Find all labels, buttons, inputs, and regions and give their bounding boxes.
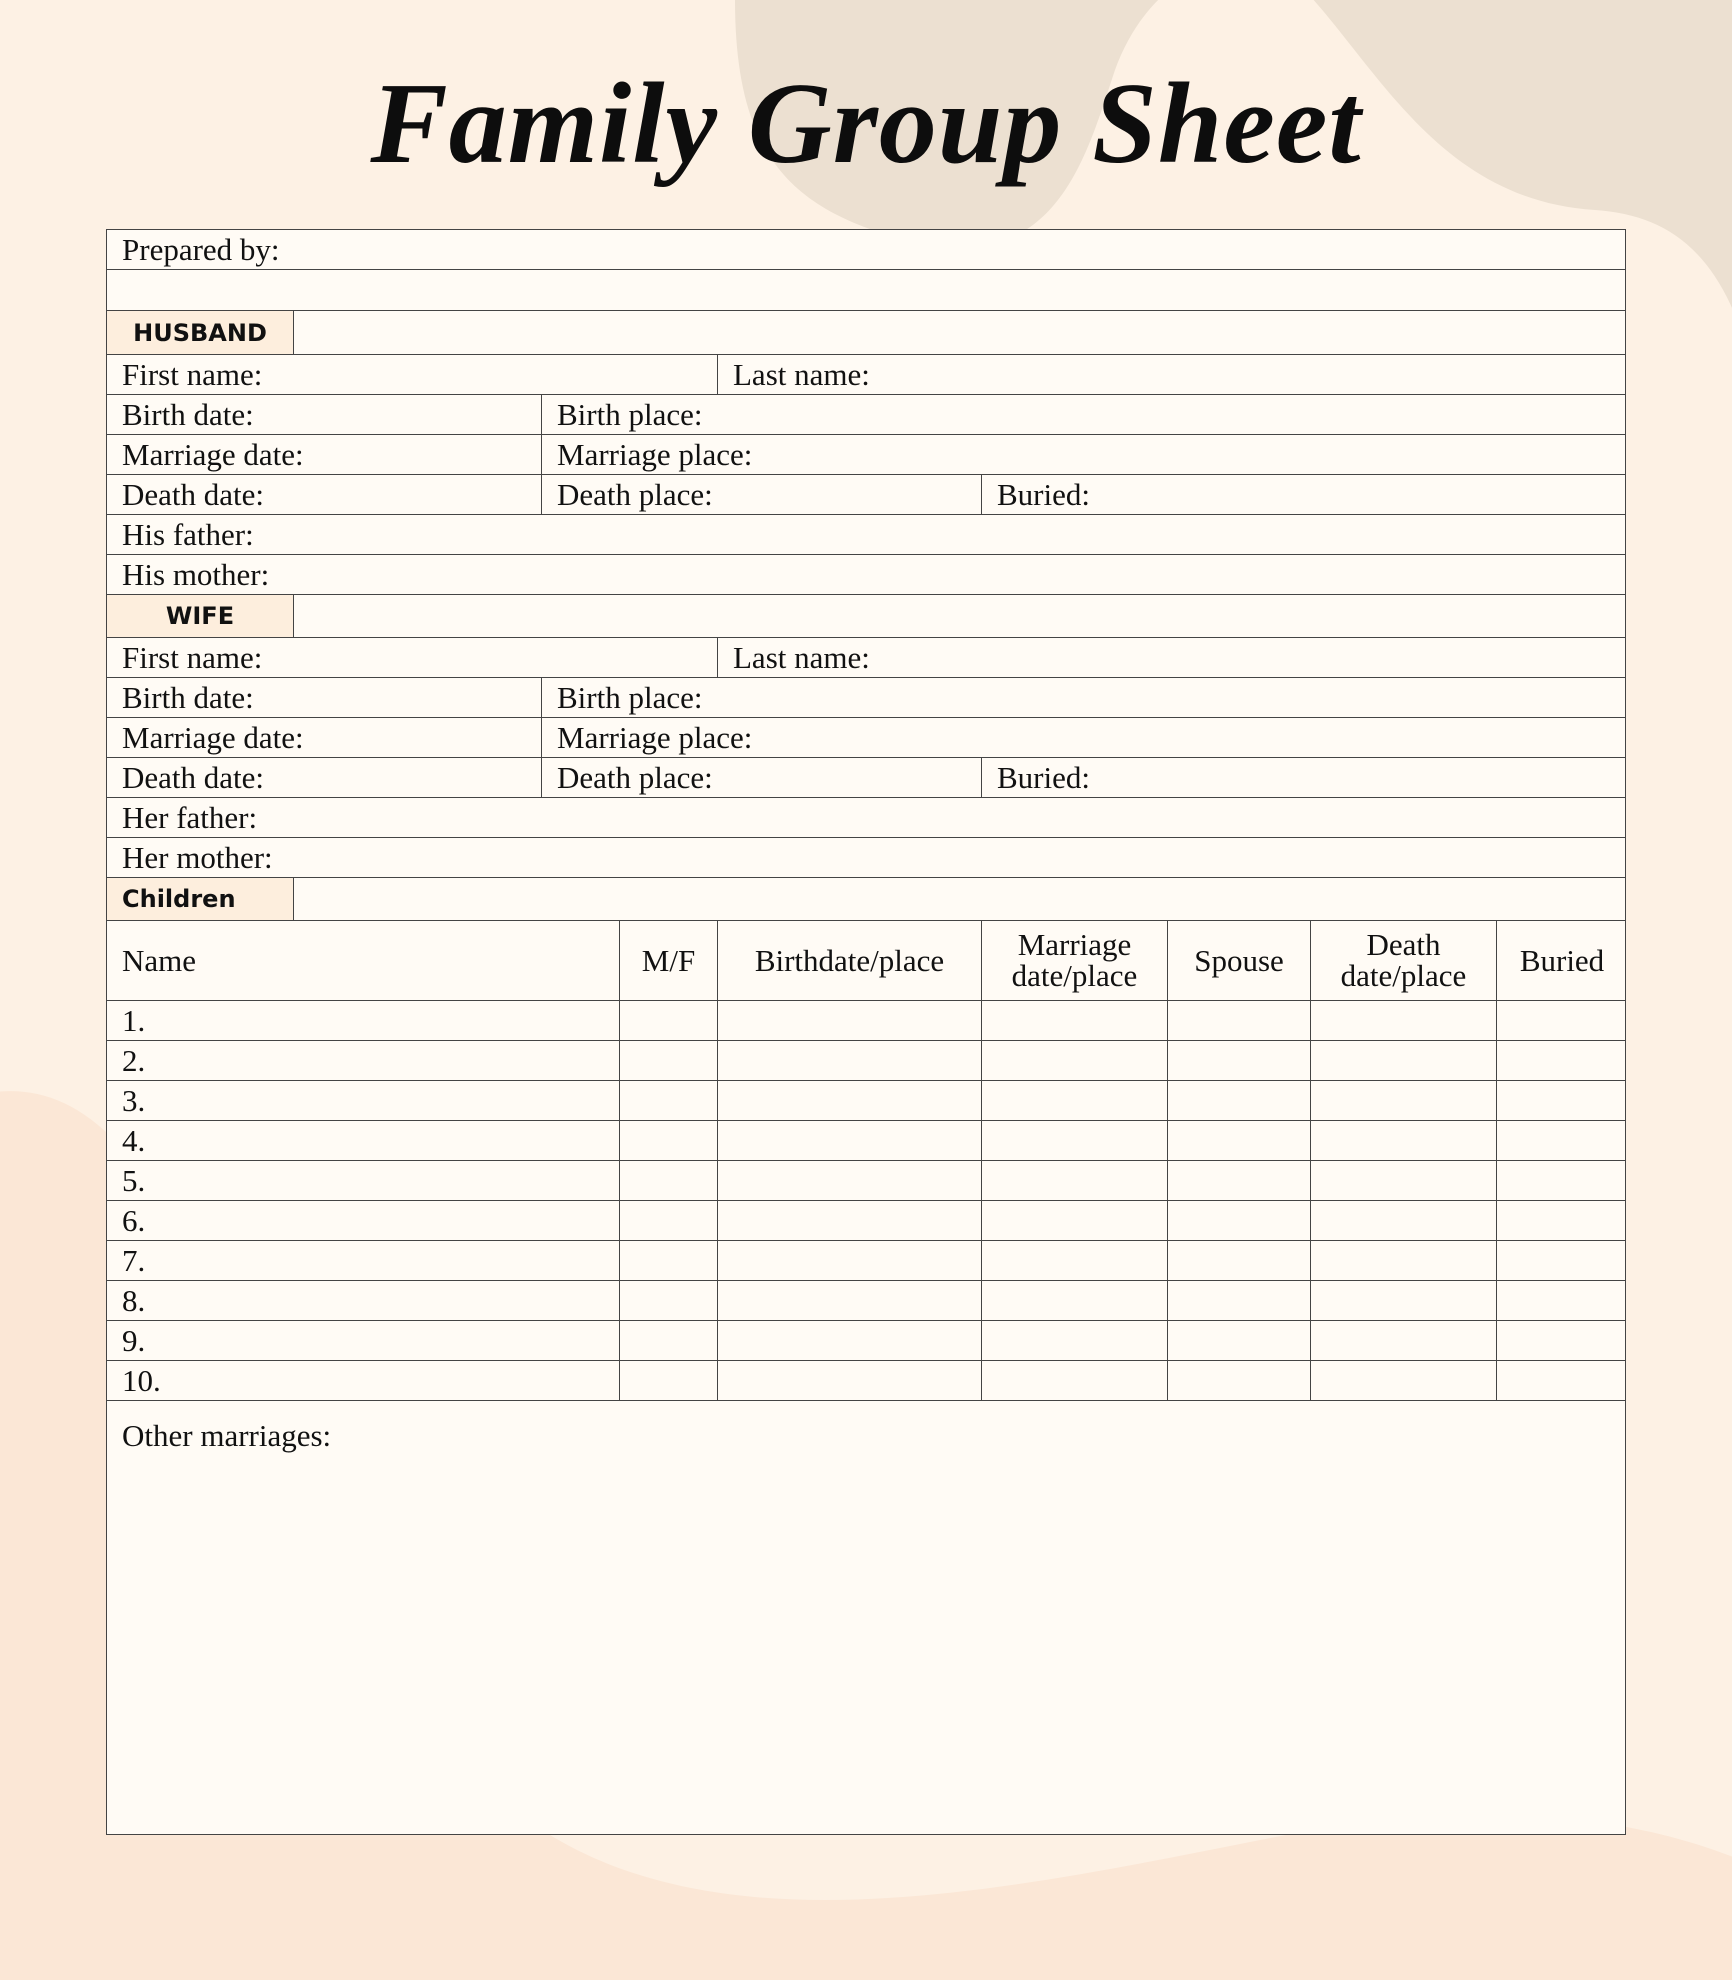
child-buried-cell[interactable] xyxy=(1496,1161,1627,1200)
child-buried-cell[interactable] xyxy=(1496,1121,1627,1160)
child-birth-cell[interactable] xyxy=(717,1001,981,1040)
child-birth-cell[interactable] xyxy=(717,1201,981,1240)
wife-death-place[interactable]: Death place: xyxy=(541,758,981,797)
child-death-cell[interactable] xyxy=(1310,1361,1496,1400)
wife-mother[interactable]: Her mother: xyxy=(122,840,273,875)
wife-marriage-place[interactable]: Marriage place: xyxy=(541,718,1627,757)
wife-last-name[interactable]: Last name: xyxy=(717,638,1627,677)
table-row[interactable] xyxy=(107,1321,1625,1361)
child-buried-cell[interactable] xyxy=(1496,1241,1627,1280)
child-death-cell[interactable] xyxy=(1310,1281,1496,1320)
table-row[interactable] xyxy=(107,1281,1625,1321)
child-marriage-cell[interactable] xyxy=(981,1041,1167,1080)
child-mf-cell[interactable] xyxy=(619,1001,717,1040)
wife-first-name[interactable]: First name: xyxy=(122,640,263,675)
husband-mother-row[interactable] xyxy=(107,555,1625,595)
wife-birth-place[interactable]: Birth place: xyxy=(541,678,1627,717)
husband-first-name[interactable]: First name: xyxy=(122,357,263,392)
child-death-cell[interactable] xyxy=(1310,1041,1496,1080)
wife-section-label: WIFE xyxy=(107,595,294,637)
col-marriage-header-line1: Marriage xyxy=(1017,927,1132,963)
child-mf-cell[interactable] xyxy=(619,1241,717,1280)
col-death-header-line1: Death xyxy=(1366,927,1441,963)
child-name-cell[interactable]: 2. xyxy=(122,1043,146,1078)
wife-birth-row[interactable] xyxy=(107,678,1625,718)
child-death-cell[interactable] xyxy=(1310,1121,1496,1160)
child-marriage-cell[interactable] xyxy=(981,1081,1167,1120)
wife-birth-date[interactable]: Birth date: xyxy=(122,680,254,715)
col-name-header: Name xyxy=(122,943,197,978)
child-marriage-cell[interactable] xyxy=(981,1361,1167,1400)
child-name-cell[interactable]: 7. xyxy=(122,1243,146,1278)
child-mf-cell[interactable] xyxy=(619,1321,717,1360)
col-birth-header: Birthdate/place xyxy=(717,921,981,1000)
table-row[interactable] xyxy=(107,1161,1625,1201)
child-death-cell[interactable] xyxy=(1310,1081,1496,1120)
husband-birth-row[interactable] xyxy=(107,395,1625,435)
child-birth-cell[interactable] xyxy=(717,1161,981,1200)
family-group-form xyxy=(106,229,1626,1835)
husband-father-row[interactable] xyxy=(107,515,1625,555)
wife-father[interactable]: Her father: xyxy=(122,800,258,835)
wife-mother-row[interactable] xyxy=(107,838,1625,878)
husband-section-row xyxy=(107,311,1625,355)
child-buried-cell[interactable] xyxy=(1496,1281,1627,1320)
child-spouse-cell[interactable] xyxy=(1167,1121,1310,1160)
child-name-cell[interactable]: 10. xyxy=(122,1363,161,1398)
child-spouse-cell[interactable] xyxy=(1167,1281,1310,1320)
other-marriages-label: Other marriages: xyxy=(122,1418,332,1453)
col-marriage-header xyxy=(981,921,1167,1000)
child-birth-cell[interactable] xyxy=(717,1361,981,1400)
child-mf-cell[interactable] xyxy=(619,1281,717,1320)
col-marriage-header-line2: date/place xyxy=(1011,957,1138,993)
husband-death-date[interactable]: Death date: xyxy=(122,477,265,512)
table-row[interactable] xyxy=(107,1361,1625,1401)
husband-father[interactable]: His father: xyxy=(122,517,254,552)
child-buried-cell[interactable] xyxy=(1496,1361,1627,1400)
child-death-cell[interactable] xyxy=(1310,1241,1496,1280)
child-name-cell[interactable]: 1. xyxy=(122,1003,146,1038)
child-spouse-cell[interactable] xyxy=(1167,1001,1310,1040)
col-death-header-line2: date/place xyxy=(1340,957,1467,993)
child-spouse-cell[interactable] xyxy=(1167,1161,1310,1200)
child-buried-cell[interactable] xyxy=(1496,1321,1627,1360)
child-marriage-cell[interactable] xyxy=(981,1201,1167,1240)
child-spouse-cell[interactable] xyxy=(1167,1081,1310,1120)
child-birth-cell[interactable] xyxy=(717,1241,981,1280)
child-marriage-cell[interactable] xyxy=(981,1321,1167,1360)
child-birth-cell[interactable] xyxy=(717,1121,981,1160)
wife-father-row[interactable] xyxy=(107,798,1625,838)
table-row[interactable] xyxy=(107,1121,1625,1161)
wife-name-row[interactable] xyxy=(107,638,1625,678)
child-buried-cell[interactable] xyxy=(1496,1001,1627,1040)
col-buried-header: Buried xyxy=(1496,921,1627,1000)
child-birth-cell[interactable] xyxy=(717,1041,981,1080)
child-spouse-cell[interactable] xyxy=(1167,1041,1310,1080)
husband-buried[interactable]: Buried: xyxy=(981,475,1627,514)
child-name-cell[interactable]: 6. xyxy=(122,1203,146,1238)
child-birth-cell[interactable] xyxy=(717,1081,981,1120)
page-title: Family Group Sheet xyxy=(370,60,1362,188)
children-section-label: Children xyxy=(107,878,294,920)
wife-buried[interactable]: Buried: xyxy=(981,758,1627,797)
child-marriage-cell[interactable] xyxy=(981,1121,1167,1160)
child-mf-cell[interactable] xyxy=(619,1161,717,1200)
child-buried-cell[interactable] xyxy=(1496,1081,1627,1120)
child-birth-cell[interactable] xyxy=(717,1321,981,1360)
wife-death-date[interactable]: Death date: xyxy=(122,760,265,795)
child-birth-cell[interactable] xyxy=(717,1281,981,1320)
blank-row[interactable] xyxy=(107,270,1625,311)
husband-marriage-row[interactable] xyxy=(107,435,1625,475)
wife-marriage-date[interactable]: Marriage date: xyxy=(122,720,304,755)
table-row[interactable] xyxy=(107,1041,1625,1081)
child-buried-cell[interactable] xyxy=(1496,1201,1627,1240)
child-spouse-cell[interactable] xyxy=(1167,1361,1310,1400)
child-mf-cell[interactable] xyxy=(619,1121,717,1160)
child-name-cell[interactable]: 8. xyxy=(122,1283,146,1318)
child-marriage-cell[interactable] xyxy=(981,1161,1167,1200)
child-spouse-cell[interactable] xyxy=(1167,1241,1310,1280)
husband-marriage-date[interactable]: Marriage date: xyxy=(122,437,304,472)
husband-death-place[interactable]: Death place: xyxy=(541,475,981,514)
col-mf-header: M/F xyxy=(619,921,717,1000)
wife-death-row[interactable] xyxy=(107,758,1625,798)
child-buried-cell[interactable] xyxy=(1496,1041,1627,1080)
col-death-header xyxy=(1310,921,1496,1000)
prepared-by-row[interactable] xyxy=(107,230,1625,270)
child-name-cell[interactable]: 3. xyxy=(122,1083,146,1118)
child-death-cell[interactable] xyxy=(1310,1001,1496,1040)
child-mf-cell[interactable] xyxy=(619,1201,717,1240)
child-mf-cell[interactable] xyxy=(619,1081,717,1120)
child-death-cell[interactable] xyxy=(1310,1321,1496,1360)
child-name-cell[interactable]: 5. xyxy=(122,1163,146,1198)
col-spouse-header: Spouse xyxy=(1167,921,1310,1000)
table-row[interactable] xyxy=(107,1201,1625,1241)
children-section-row xyxy=(107,878,1625,921)
husband-section-label: HUSBAND xyxy=(107,311,294,354)
child-marriage-cell[interactable] xyxy=(981,1241,1167,1280)
husband-name-row[interactable] xyxy=(107,355,1625,395)
child-mf-cell[interactable] xyxy=(619,1361,717,1400)
husband-birth-place[interactable]: Birth place: xyxy=(541,395,1627,434)
table-row[interactable] xyxy=(107,1081,1625,1121)
child-name-cell[interactable]: 4. xyxy=(122,1123,146,1158)
husband-last-name[interactable]: Last name: xyxy=(717,355,1627,394)
child-marriage-cell[interactable] xyxy=(981,1281,1167,1320)
table-row[interactable] xyxy=(107,1001,1625,1041)
husband-mother[interactable]: His mother: xyxy=(122,557,270,592)
child-marriage-cell[interactable] xyxy=(981,1001,1167,1040)
husband-marriage-place[interactable]: Marriage place: xyxy=(541,435,1627,474)
prepared-by-label: Prepared by: xyxy=(122,232,280,267)
husband-birth-date[interactable]: Birth date: xyxy=(122,397,254,432)
child-spouse-cell[interactable] xyxy=(1167,1321,1310,1360)
child-name-cell[interactable]: 9. xyxy=(122,1323,146,1358)
child-death-cell[interactable] xyxy=(1310,1201,1496,1240)
children-header-row xyxy=(107,921,1625,1001)
wife-section-row xyxy=(107,595,1625,638)
wife-marriage-row[interactable] xyxy=(107,718,1625,758)
husband-death-row[interactable] xyxy=(107,475,1625,515)
table-row[interactable] xyxy=(107,1241,1625,1281)
child-spouse-cell[interactable] xyxy=(1167,1201,1310,1240)
child-death-cell[interactable] xyxy=(1310,1161,1496,1200)
child-mf-cell[interactable] xyxy=(619,1041,717,1080)
